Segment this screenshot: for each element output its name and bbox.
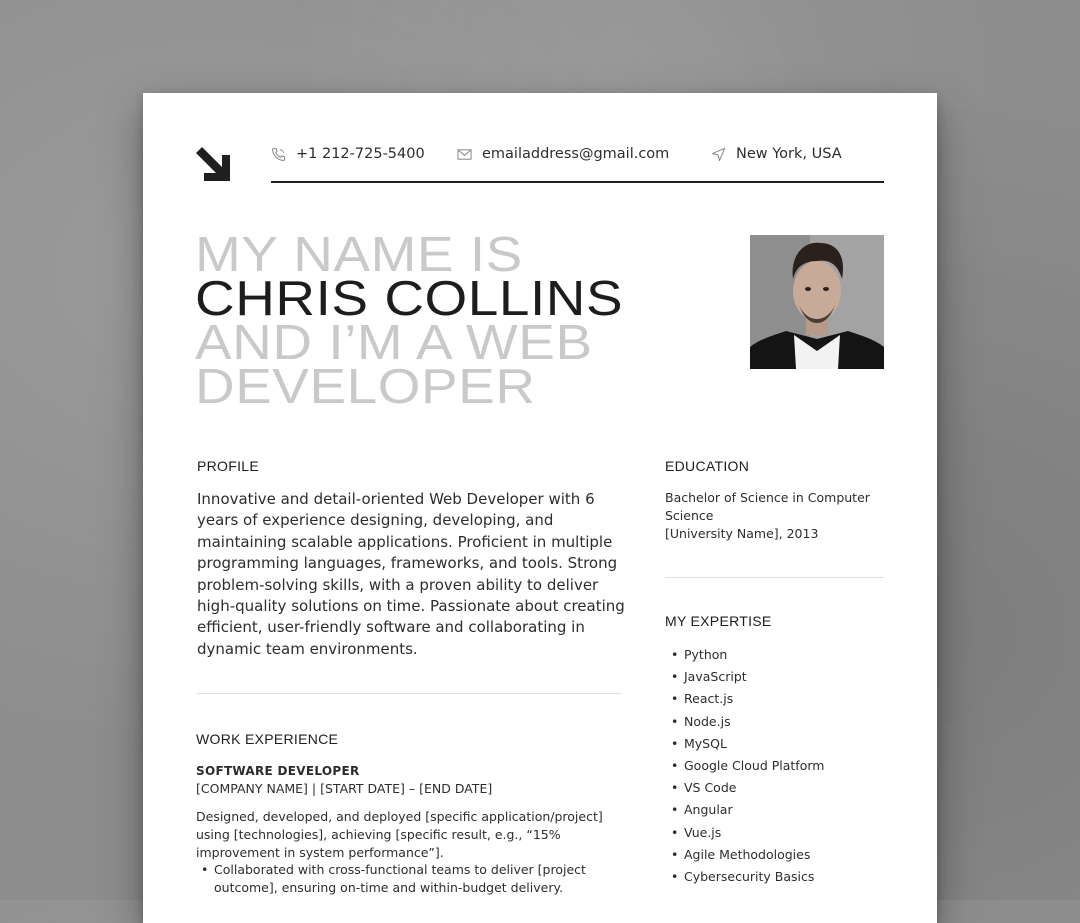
expertise-item: • Node.js — [665, 713, 824, 735]
contact-email[interactable] — [457, 146, 669, 162]
headline — [195, 228, 624, 414]
divider — [197, 693, 621, 694]
expertise-item: • Google Cloud Platform — [665, 757, 824, 779]
headline-name: CHRIS COLLINS — [195, 272, 624, 326]
expertise-item: • JavaScript — [665, 668, 824, 690]
contact-bar — [271, 145, 884, 183]
expertise-item: • Vue.js — [665, 824, 824, 846]
phone-text: +1 212-725-5400 — [296, 146, 425, 162]
job-bullet: • Collaborated with cross-functional teams to deliver [project outcome], ensuring on-time and within-budget delivery. — [196, 861, 616, 897]
location-text: New York, USA — [736, 146, 842, 162]
expertise-item: • React.js — [665, 690, 824, 712]
job-meta: [COMPANY NAME] | [START DATE] – [END DATE] — [196, 781, 493, 796]
job-title: SOFTWARE DEVELOPER — [196, 764, 360, 778]
divider — [665, 577, 884, 578]
portrait-image — [750, 235, 884, 369]
expertise-item: • Angular — [665, 801, 824, 823]
education-degree: Bachelor of Science in Computer Science — [665, 490, 870, 523]
headline-line-3: AND I’M A WEB — [195, 316, 593, 370]
resume-page — [143, 93, 937, 923]
education-block — [665, 489, 885, 543]
headline-line-1: MY NAME IS — [195, 228, 523, 282]
education-school: [University Name], 2013 — [665, 526, 819, 541]
expertise-item: • Cybersecurity Basics — [665, 868, 824, 890]
arrow-down-right-icon — [196, 147, 232, 183]
headline-line-4: DEVELOPER — [195, 360, 536, 414]
profile-heading: PROFILE — [197, 458, 260, 474]
location-arrow-icon — [711, 147, 726, 162]
expertise-heading: MY EXPERTISE — [665, 613, 772, 629]
job-description: Designed, developed, and deployed [specific application/project] using [technologies], achieving [specific result, e.g., “15% improvement in system performance”]. — [196, 809, 603, 860]
work-experience-heading: WORK EXPERIENCE — [196, 731, 339, 747]
contact-location — [711, 146, 842, 162]
expertise-list — [665, 646, 824, 890]
expertise-item: • VS Code — [665, 779, 824, 801]
expertise-item: • MySQL — [665, 735, 824, 757]
email-text: emailaddress@gmail.com — [482, 146, 670, 162]
job-bullets — [196, 861, 616, 897]
profile-photo — [750, 235, 884, 369]
expertise-item: • Python — [665, 646, 824, 668]
contact-phone[interactable] — [271, 146, 425, 162]
phone-icon — [271, 147, 286, 162]
expertise-item: • Agile Methodologies — [665, 846, 824, 868]
profile-text: Innovative and detail-oriented Web Developer with 6 years of experience designing, developing, and maintaining scalable applications. Proficient in multiple programming languages, frameworks, and tools. Strong problem-solving skills, with a proven ability to deliver high-quality solutions on time. Passionate about creating efficient, user-friendly software and collaborating in dynamic team environments. — [197, 490, 625, 658]
education-heading: EDUCATION — [665, 458, 750, 474]
mail-icon — [457, 147, 472, 162]
